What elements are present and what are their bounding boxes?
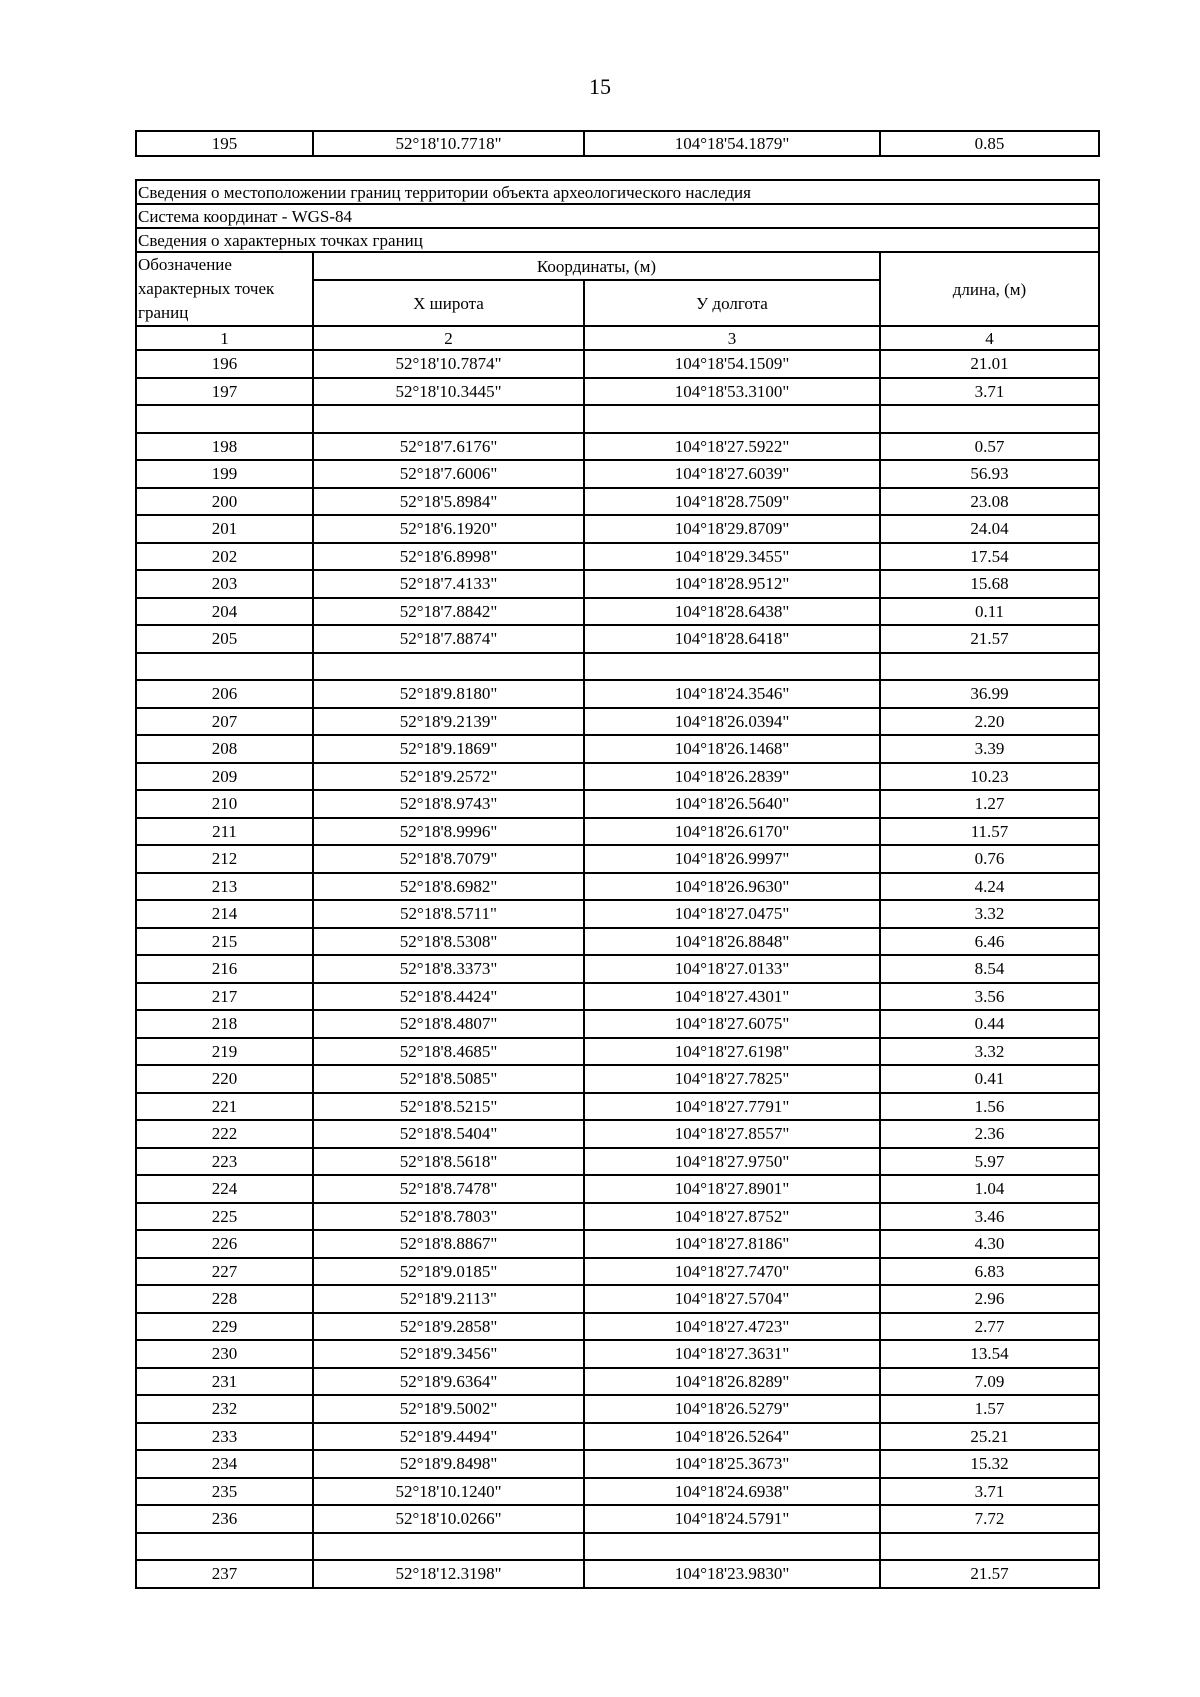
longitude-cell: 104°18'28.6438" [584, 598, 880, 626]
table-row [136, 763, 1099, 791]
length-cell: 21.01 [880, 350, 1099, 378]
point-cell: 201 [136, 515, 313, 543]
table-row [136, 460, 1099, 488]
latitude-cell: 52°18'6.1920" [313, 515, 584, 543]
table-row [136, 1423, 1099, 1451]
latitude-cell: 52°18'8.7803" [313, 1203, 584, 1231]
longitude-cell [584, 1533, 880, 1561]
table-row [136, 1395, 1099, 1423]
length-cell: 1.27 [880, 790, 1099, 818]
point-cell: 205 [136, 625, 313, 653]
boundary-points-table [135, 179, 1100, 1589]
latitude-cell [313, 1533, 584, 1561]
length-cell: 3.56 [880, 983, 1099, 1011]
table-title: Сведения о местоположении границ территории объекта археологического наследия [136, 180, 1099, 204]
point-cell: 230 [136, 1340, 313, 1368]
point-cell: 223 [136, 1148, 313, 1176]
column-number: 3 [584, 326, 880, 350]
longitude-cell: 104°18'54.1879" [584, 131, 880, 156]
table-row [136, 818, 1099, 846]
latitude-cell: 52°18'9.2858" [313, 1313, 584, 1341]
latitude-cell: 52°18'9.2139" [313, 708, 584, 736]
point-cell: 210 [136, 790, 313, 818]
longitude-cell: 104°18'27.6075" [584, 1010, 880, 1038]
length-cell: 2.96 [880, 1285, 1099, 1313]
longitude-cell: 104°18'53.3100" [584, 378, 880, 406]
latitude-cell: 52°18'9.0185" [313, 1258, 584, 1286]
latitude-cell: 52°18'8.4685" [313, 1038, 584, 1066]
longitude-cell: 104°18'26.2839" [584, 763, 880, 791]
longitude-cell: 104°18'24.3546" [584, 680, 880, 708]
table-row [136, 1038, 1099, 1066]
length-cell: 21.57 [880, 625, 1099, 653]
point-cell: 235 [136, 1478, 313, 1506]
latitude-cell: 52°18'8.9996" [313, 818, 584, 846]
table-row [136, 1010, 1099, 1038]
point-cell: 229 [136, 1313, 313, 1341]
longitude-cell: 104°18'27.4301" [584, 983, 880, 1011]
longitude-cell: 104°18'27.0475" [584, 900, 880, 928]
longitude-cell: 104°18'28.9512" [584, 570, 880, 598]
table-row [136, 1175, 1099, 1203]
point-cell: 206 [136, 680, 313, 708]
point-cell: 215 [136, 928, 313, 956]
length-cell: 0.85 [880, 131, 1099, 156]
point-cell: 222 [136, 1120, 313, 1148]
longitude-cell: 104°18'27.7791" [584, 1093, 880, 1121]
longitude-cell [584, 405, 880, 433]
length-cell: 15.32 [880, 1450, 1099, 1478]
point-cell: 203 [136, 570, 313, 598]
length-cell: 3.39 [880, 735, 1099, 763]
column-number: 4 [880, 326, 1099, 350]
length-cell: 21.57 [880, 1560, 1099, 1588]
table-row [136, 983, 1099, 1011]
table-row [136, 790, 1099, 818]
longitude-cell: 104°18'29.3455" [584, 543, 880, 571]
longitude-cell: 104°18'28.7509" [584, 488, 880, 516]
column-number: 2 [313, 326, 584, 350]
longitude-cell: 104°18'26.5640" [584, 790, 880, 818]
point-cell: 224 [136, 1175, 313, 1203]
table-row [136, 433, 1099, 461]
longitude-cell: 104°18'27.8186" [584, 1230, 880, 1258]
points-title-row [136, 228, 1099, 252]
table-row [136, 1093, 1099, 1121]
length-cell: 1.56 [880, 1093, 1099, 1121]
longitude-cell: 104°18'27.7470" [584, 1258, 880, 1286]
column-header-length: длина, (м) [880, 252, 1099, 326]
longitude-cell: 104°18'27.7825" [584, 1065, 880, 1093]
latitude-cell: 52°18'9.5002" [313, 1395, 584, 1423]
length-cell: 56.93 [880, 460, 1099, 488]
length-cell: 2.20 [880, 708, 1099, 736]
latitude-cell: 52°18'7.4133" [313, 570, 584, 598]
longitude-cell: 104°18'23.9830" [584, 1560, 880, 1588]
point-cell: 219 [136, 1038, 313, 1066]
table-row [136, 1340, 1099, 1368]
point-cell: 202 [136, 543, 313, 571]
latitude-cell: 52°18'8.5618" [313, 1148, 584, 1176]
length-cell: 8.54 [880, 955, 1099, 983]
latitude-cell: 52°18'8.5308" [313, 928, 584, 956]
table-row [136, 598, 1099, 626]
table-row [136, 1368, 1099, 1396]
longitude-cell: 104°18'27.8557" [584, 1120, 880, 1148]
length-cell: 2.36 [880, 1120, 1099, 1148]
point-cell: 236 [136, 1505, 313, 1533]
table-row [136, 1258, 1099, 1286]
table-row [136, 735, 1099, 763]
latitude-cell: 52°18'9.8498" [313, 1450, 584, 1478]
length-cell: 7.72 [880, 1505, 1099, 1533]
length-cell: 0.57 [880, 433, 1099, 461]
latitude-cell: 52°18'9.8180" [313, 680, 584, 708]
table-row [136, 1203, 1099, 1231]
point-cell: 218 [136, 1010, 313, 1038]
table-row [136, 873, 1099, 901]
length-cell: 6.46 [880, 928, 1099, 956]
point-cell: 212 [136, 845, 313, 873]
point-cell: 196 [136, 350, 313, 378]
longitude-cell: 104°18'27.5922" [584, 433, 880, 461]
longitude-cell: 104°18'26.5264" [584, 1423, 880, 1451]
length-cell: 15.68 [880, 570, 1099, 598]
longitude-cell: 104°18'27.4723" [584, 1313, 880, 1341]
table-row [136, 1560, 1099, 1588]
point-cell: 237 [136, 1560, 313, 1588]
longitude-cell: 104°18'26.0394" [584, 708, 880, 736]
point-cell: 225 [136, 1203, 313, 1231]
longitude-cell: 104°18'27.3631" [584, 1340, 880, 1368]
point-cell: 234 [136, 1450, 313, 1478]
latitude-cell: 52°18'8.3373" [313, 955, 584, 983]
table-row [136, 928, 1099, 956]
length-cell: 7.09 [880, 1368, 1099, 1396]
column-number-row [136, 326, 1099, 350]
length-cell: 36.99 [880, 680, 1099, 708]
latitude-cell: 52°18'12.3198" [313, 1560, 584, 1588]
continuation-table [135, 130, 1100, 157]
latitude-cell: 52°18'10.0266" [313, 1505, 584, 1533]
longitude-cell: 104°18'27.0133" [584, 955, 880, 983]
point-cell: 208 [136, 735, 313, 763]
point-cell: 213 [136, 873, 313, 901]
column-number: 1 [136, 326, 313, 350]
length-cell: 3.32 [880, 900, 1099, 928]
point-cell: 204 [136, 598, 313, 626]
length-cell: 2.77 [880, 1313, 1099, 1341]
coord-system-row [136, 204, 1099, 228]
latitude-cell: 52°18'5.8984" [313, 488, 584, 516]
latitude-cell: 52°18'9.1869" [313, 735, 584, 763]
longitude-cell: 104°18'27.6039" [584, 460, 880, 488]
column-header-latitude: Х широта [313, 280, 584, 326]
longitude-cell: 104°18'27.5704" [584, 1285, 880, 1313]
length-cell: 11.57 [880, 818, 1099, 846]
latitude-cell: 52°18'6.8998" [313, 543, 584, 571]
longitude-cell: 104°18'26.8848" [584, 928, 880, 956]
table-row [136, 1450, 1099, 1478]
table-row [136, 515, 1099, 543]
table-row [136, 900, 1099, 928]
latitude-cell: 52°18'7.8842" [313, 598, 584, 626]
latitude-cell: 52°18'8.5215" [313, 1093, 584, 1121]
point-cell: 232 [136, 1395, 313, 1423]
longitude-cell: 104°18'25.3673" [584, 1450, 880, 1478]
longitude-cell: 104°18'28.6418" [584, 625, 880, 653]
latitude-cell: 52°18'9.6364" [313, 1368, 584, 1396]
table-row [136, 1478, 1099, 1506]
point-cell [136, 1533, 313, 1561]
longitude-cell: 104°18'26.1468" [584, 735, 880, 763]
table-row [136, 1313, 1099, 1341]
table-row [136, 1120, 1099, 1148]
point-cell: 226 [136, 1230, 313, 1258]
length-cell [880, 1533, 1099, 1561]
point-cell: 200 [136, 488, 313, 516]
table-row [136, 1533, 1099, 1561]
latitude-cell: 52°18'8.7478" [313, 1175, 584, 1203]
table-row [136, 1505, 1099, 1533]
longitude-cell: 104°18'27.6198" [584, 1038, 880, 1066]
length-cell: 4.30 [880, 1230, 1099, 1258]
length-cell: 1.57 [880, 1395, 1099, 1423]
length-cell [880, 405, 1099, 433]
latitude-cell: 52°18'8.4807" [313, 1010, 584, 1038]
point-cell: 221 [136, 1093, 313, 1121]
table-row [136, 625, 1099, 653]
table-row [136, 378, 1099, 406]
longitude-cell: 104°18'26.8289" [584, 1368, 880, 1396]
table-row [136, 653, 1099, 681]
point-cell [136, 653, 313, 681]
point-cell: 220 [136, 1065, 313, 1093]
table-row [136, 570, 1099, 598]
length-cell: 3.71 [880, 378, 1099, 406]
point-cell [136, 405, 313, 433]
latitude-cell: 52°18'8.5085" [313, 1065, 584, 1093]
table-row [136, 131, 1099, 156]
latitude-cell: 52°18'8.6982" [313, 873, 584, 901]
length-cell: 13.54 [880, 1340, 1099, 1368]
point-cell: 214 [136, 900, 313, 928]
point-cell: 231 [136, 1368, 313, 1396]
table-row [136, 955, 1099, 983]
latitude-cell: 52°18'9.2113" [313, 1285, 584, 1313]
longitude-cell: 104°18'54.1509" [584, 350, 880, 378]
point-cell: 198 [136, 433, 313, 461]
length-cell: 25.21 [880, 1423, 1099, 1451]
latitude-cell [313, 653, 584, 681]
table-row [136, 708, 1099, 736]
table-row [136, 1285, 1099, 1313]
latitude-cell: 52°18'8.9743" [313, 790, 584, 818]
coord-system: Система координат - WGS-84 [136, 204, 1099, 228]
length-cell: 0.44 [880, 1010, 1099, 1038]
longitude-cell: 104°18'26.6170" [584, 818, 880, 846]
length-cell: 6.83 [880, 1258, 1099, 1286]
column-header-longitude: У долгота [584, 280, 880, 326]
length-cell: 0.76 [880, 845, 1099, 873]
point-cell: 217 [136, 983, 313, 1011]
point-cell: 209 [136, 763, 313, 791]
length-cell: 5.97 [880, 1148, 1099, 1176]
table-row [136, 543, 1099, 571]
table-row [136, 1065, 1099, 1093]
length-cell: 3.32 [880, 1038, 1099, 1066]
latitude-cell: 52°18'9.4494" [313, 1423, 584, 1451]
length-cell: 4.24 [880, 873, 1099, 901]
latitude-cell: 52°18'10.7718" [313, 131, 584, 156]
table-row [136, 350, 1099, 378]
table-row [136, 488, 1099, 516]
latitude-cell: 52°18'7.8874" [313, 625, 584, 653]
column-header-designation: Обозначение характерных точек границ [136, 252, 313, 326]
table-title-row [136, 180, 1099, 204]
longitude-cell: 104°18'27.8901" [584, 1175, 880, 1203]
latitude-cell: 52°18'8.8867" [313, 1230, 584, 1258]
length-cell: 0.41 [880, 1065, 1099, 1093]
longitude-cell: 104°18'24.5791" [584, 1505, 880, 1533]
longitude-cell [584, 653, 880, 681]
longitude-cell: 104°18'26.5279" [584, 1395, 880, 1423]
latitude-cell: 52°18'10.1240" [313, 1478, 584, 1506]
point-cell: 216 [136, 955, 313, 983]
table-row [136, 1230, 1099, 1258]
table-row [136, 405, 1099, 433]
latitude-cell: 52°18'8.7079" [313, 845, 584, 873]
length-cell: 10.23 [880, 763, 1099, 791]
latitude-cell [313, 405, 584, 433]
point-cell: 195 [136, 131, 313, 156]
column-header-coordinates: Координаты, (м) [313, 252, 880, 280]
latitude-cell: 52°18'8.5404" [313, 1120, 584, 1148]
latitude-cell: 52°18'10.7874" [313, 350, 584, 378]
length-cell: 0.11 [880, 598, 1099, 626]
point-cell: 197 [136, 378, 313, 406]
latitude-cell: 52°18'8.4424" [313, 983, 584, 1011]
latitude-cell: 52°18'8.5711" [313, 900, 584, 928]
point-cell: 207 [136, 708, 313, 736]
longitude-cell: 104°18'24.6938" [584, 1478, 880, 1506]
latitude-cell: 52°18'9.3456" [313, 1340, 584, 1368]
longitude-cell: 104°18'26.9630" [584, 873, 880, 901]
longitude-cell: 104°18'26.9997" [584, 845, 880, 873]
table-row [136, 680, 1099, 708]
length-cell: 24.04 [880, 515, 1099, 543]
point-cell: 211 [136, 818, 313, 846]
length-cell: 23.08 [880, 488, 1099, 516]
latitude-cell: 52°18'9.2572" [313, 763, 584, 791]
page-number: 15 [589, 74, 611, 99]
latitude-cell: 52°18'7.6176" [313, 433, 584, 461]
point-cell: 233 [136, 1423, 313, 1451]
point-cell: 199 [136, 460, 313, 488]
length-cell: 17.54 [880, 543, 1099, 571]
table-row [136, 1148, 1099, 1176]
length-cell: 1.04 [880, 1175, 1099, 1203]
point-cell: 227 [136, 1258, 313, 1286]
column-header-row [136, 252, 1099, 280]
longitude-cell: 104°18'27.8752" [584, 1203, 880, 1231]
longitude-cell: 104°18'29.8709" [584, 515, 880, 543]
length-cell [880, 653, 1099, 681]
longitude-cell: 104°18'27.9750" [584, 1148, 880, 1176]
points-title: Сведения о характерных точках границ [136, 228, 1099, 252]
point-cell: 228 [136, 1285, 313, 1313]
latitude-cell: 52°18'7.6006" [313, 460, 584, 488]
latitude-cell: 52°18'10.3445" [313, 378, 584, 406]
length-cell: 3.71 [880, 1478, 1099, 1506]
table-row [136, 845, 1099, 873]
length-cell: 3.46 [880, 1203, 1099, 1231]
